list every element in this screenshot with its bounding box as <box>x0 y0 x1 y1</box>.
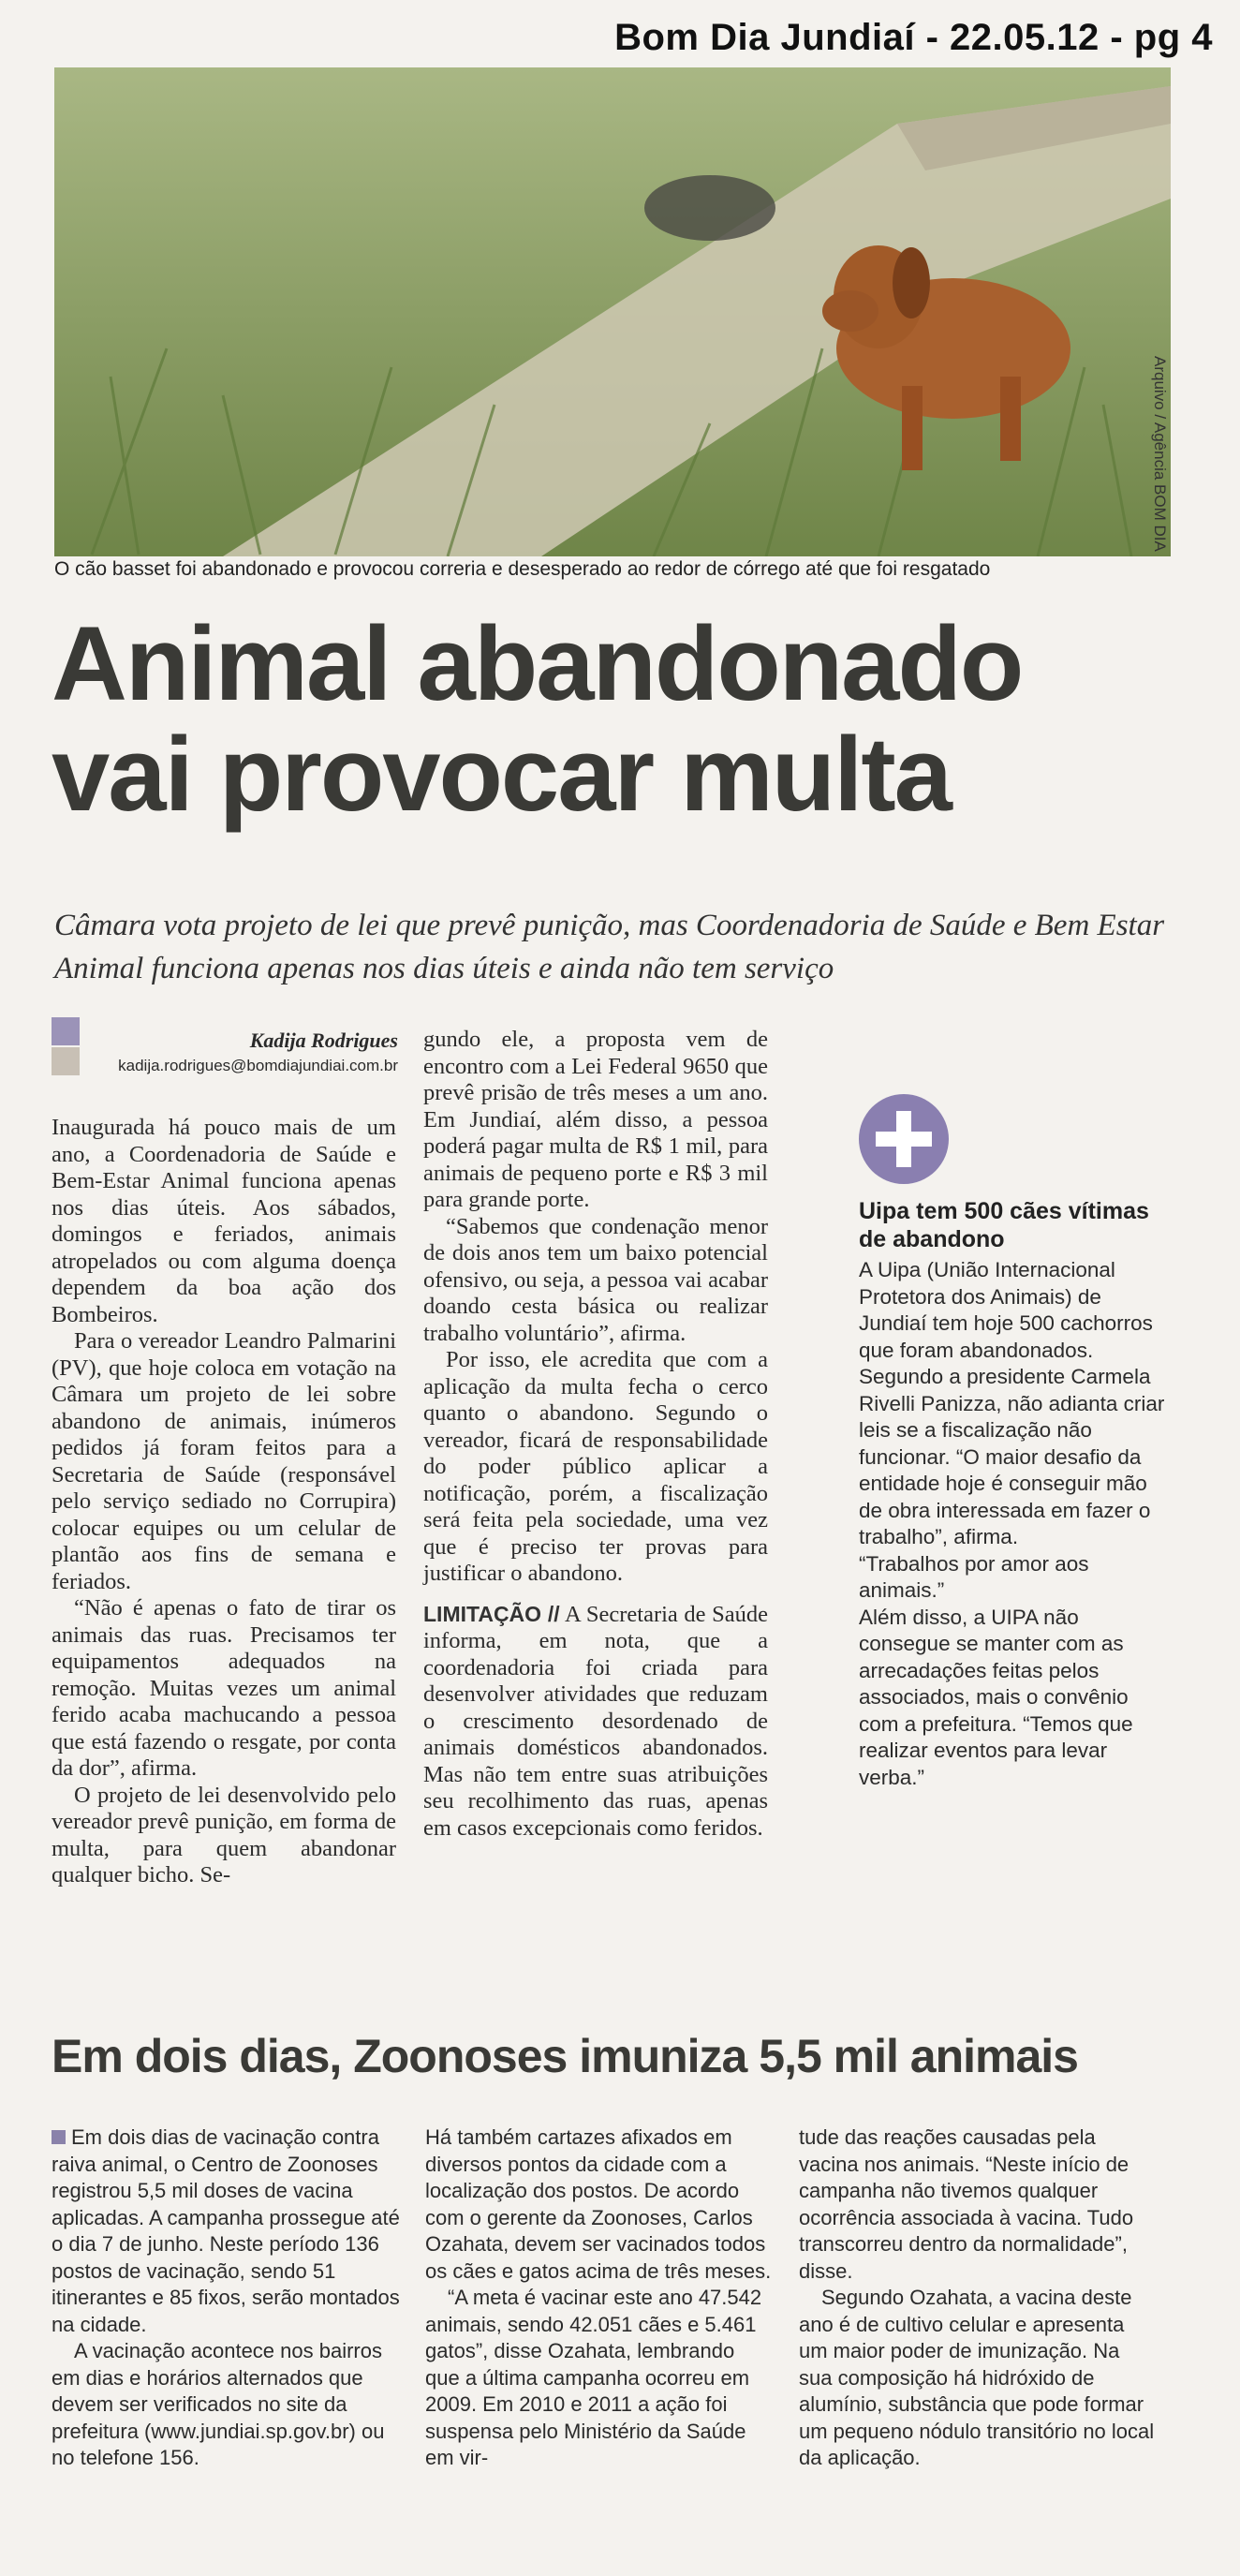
plus-icon <box>859 1094 949 1184</box>
paragraph: “A meta é vacinar este ano 47.542 animais, sendo 42.051 cães e 5.461 gatos”, disse Ozahata, lembrando que a última campanha ocorreu em 2009. Em 2010 e 2011 a ação foi suspensa pelo Ministério da Saúde em vir- <box>425 2286 762 2469</box>
sidebar-paragraph: A Uipa (União Internacional Protetora dos Animais) de Jundiaí tem hoje 500 cachorros que foram abandonados. Segundo a presidente Carmela Rivelli Panizza, não adianta criar leis se a fiscalização não funcionar. “O maior desafio da entidade hoje é conseguir mão de obra interessada em fazer o trabalho”, afirma. <box>859 1258 1165 1548</box>
sidebar-body <box>859 1257 1168 1791</box>
dog-photo-illustration <box>54 67 1171 556</box>
paragraph: gundo ele, a proposta vem de encontro com a Lei Federal 9650 que prevê prisão de três meses a um ano. Em Jundiaí, além disso, a pessoa poderá pagar multa de R$ 1 mil, para animais de pequeno porte e R$ 3 mil para grande porte. <box>423 1027 768 1212</box>
section-lead: LIMITAÇÃO // <box>423 1601 560 1626</box>
photo-credit: Arquivo / Agência BOM DIA <box>1151 356 1169 552</box>
article-column-1 <box>52 1115 396 1889</box>
paragraph: Há também cartazes afixados em diversos pontos da cidade com a localização dos postos. De acordo com o gerente da Zoonoses, Carlos Ozahata, devem ser vacinados todos os cães e gatos acima de três meses. <box>425 2125 772 2283</box>
paragraph-text: A Secretaria de Saúde informa, em nota, que a coordenadoria foi criada para desenvolver atividades que reduzam o crescimento desordenado de animais domésticos abandonados. Mas não tem entre suas atribuições seu recolhimento das ruas, apenas em casos excepcionais como feridos. <box>423 1601 768 1841</box>
paragraph: Inaugurada há pouco mais de um ano, a Coordenadoria de Saúde e Bem-Estar Animal funciona apenas nos dias úteis. Aos sábados, domingos e feriados, animais atropelados ou com alguma doença dependem da boa ação dos Bombeiros. <box>52 1115 396 1327</box>
paragraph: O projeto de lei desenvolvido pelo vereador prevê punição, em forma de multa, para quem abandonar qualquer bicho. Se- <box>52 1782 396 1888</box>
article-photo <box>54 67 1171 556</box>
headline-line-1: Animal abandonado <box>52 605 1023 722</box>
paragraph: A vacinação acontece nos bairros em dias e horários alternados que devem ser verificados no site da prefeitura (www.jundiai.sp.gov.br) ou no telefone 156. <box>52 2339 385 2469</box>
paragraph <box>52 2124 400 2338</box>
square-bullet-icon <box>52 2130 66 2144</box>
paragraph: “Sabemos que condenação menor de dois anos tem um baixo potencial ofensivo, ou seja, a pessoa vai acabar doando cesta básica ou realizar trabalho voluntário”, afirma. <box>423 1213 768 1346</box>
article2-column-3 <box>799 2124 1155 2472</box>
author-photo <box>52 1017 80 1045</box>
headline <box>52 605 1175 833</box>
sidebar-paragraph: Além disso, a UIPA não consegue se manter com as arrecadações feitas pelos associados, mais o convênio com a prefeitura. “Temos que realizar eventos para levar verba.” <box>859 1605 1133 1789</box>
paragraph-text: Em dois dias de vacinação contra raiva animal, o Centro de Zoonoses registrou 5,5 mil doses de vacina aplicadas. A campanha prossegue até o dia 7 de junho. Neste período 136 postos de vacinação, sendo 51 itinerantes e 85 fixos, serão montados na cidade. <box>52 2125 400 2336</box>
article2-column-2 <box>425 2124 774 2472</box>
article-column-2 <box>423 1027 768 1842</box>
sidebar-paragraph: “Trabalhos por amor aos animais.” <box>859 1551 1089 1602</box>
paragraph: Por isso, ele acredita que com a aplicação da multa fecha o cerco quanto o abandono. Segundo o vereador, ficará de responsabilidade do poder público aplicar a notificação, porém, a fiscalização será feita pela sociedade, uma vez que é preciso ter provas para justificar o abandono. <box>423 1347 768 1586</box>
page-header: Bom Dia Jundiaí - 22.05.12 - pg 4 <box>614 17 1213 58</box>
paragraph: Segundo Ozahata, a vacina deste ano é de cultivo celular e apresenta um maior poder de imunização. Na sua composição há hidróxido de alumínio, substância que pode formar um pequeno nódulo transitório no local da aplicação. <box>799 2286 1155 2469</box>
secondary-headline: Em dois dias, Zoonoses imuniza 5,5 mil animais <box>52 2030 1078 2082</box>
author-email[interactable]: kadija.rodrigues@bomdiajundiai.com.br <box>118 1057 398 1074</box>
paragraph-limitacao <box>423 1601 768 1843</box>
headline-line-2: vai provocar multa <box>52 716 951 833</box>
paragraph: tude das reações causadas pela vacina nos animais. “Neste início de campanha não tivemos qualquer ocorrência associada à vacina. Tudo transcorreu dentro da normalidade”, disse. <box>799 2125 1134 2283</box>
photo-caption: O cão basset foi abandonado e provocou correria e desesperado ao redor de córrego até que foi resgatado <box>54 558 991 580</box>
sidebar-title: Uipa tem 500 cães vítimas de abandono <box>859 1198 1149 1252</box>
subheadline: Câmara vota projeto de lei que prevê punição, mas Coordenadoria de Saúde e Bem Estar Animal funciona apenas nos dias úteis e ainda não tem serviço <box>54 909 1165 985</box>
author-photo-lower <box>52 1047 80 1075</box>
article2-column-1 <box>52 2124 400 2472</box>
paragraph: “Não é apenas o fato de tirar os animais das ruas. Precisamos ter equipamentos adequados na remoção. Muitas vezes um animal ferido acaba machucando a pessoa que está fazendo o resgate, por conta da dor”, afirma. <box>52 1595 396 1781</box>
author-name: Kadija Rodrigues <box>249 1029 398 1052</box>
paragraph: Para o vereador Leandro Palmarini (PV), que hoje coloca em votação na Câmara um projeto de lei sobre abandono de animais, inúmeros pedidos já foram feitos para a Secretaria de Saúde (responsável pelo serviço sediado no Corrupira) colocar equipes ou um celular de plantão aos fins de semana e feriados. <box>52 1328 396 1594</box>
